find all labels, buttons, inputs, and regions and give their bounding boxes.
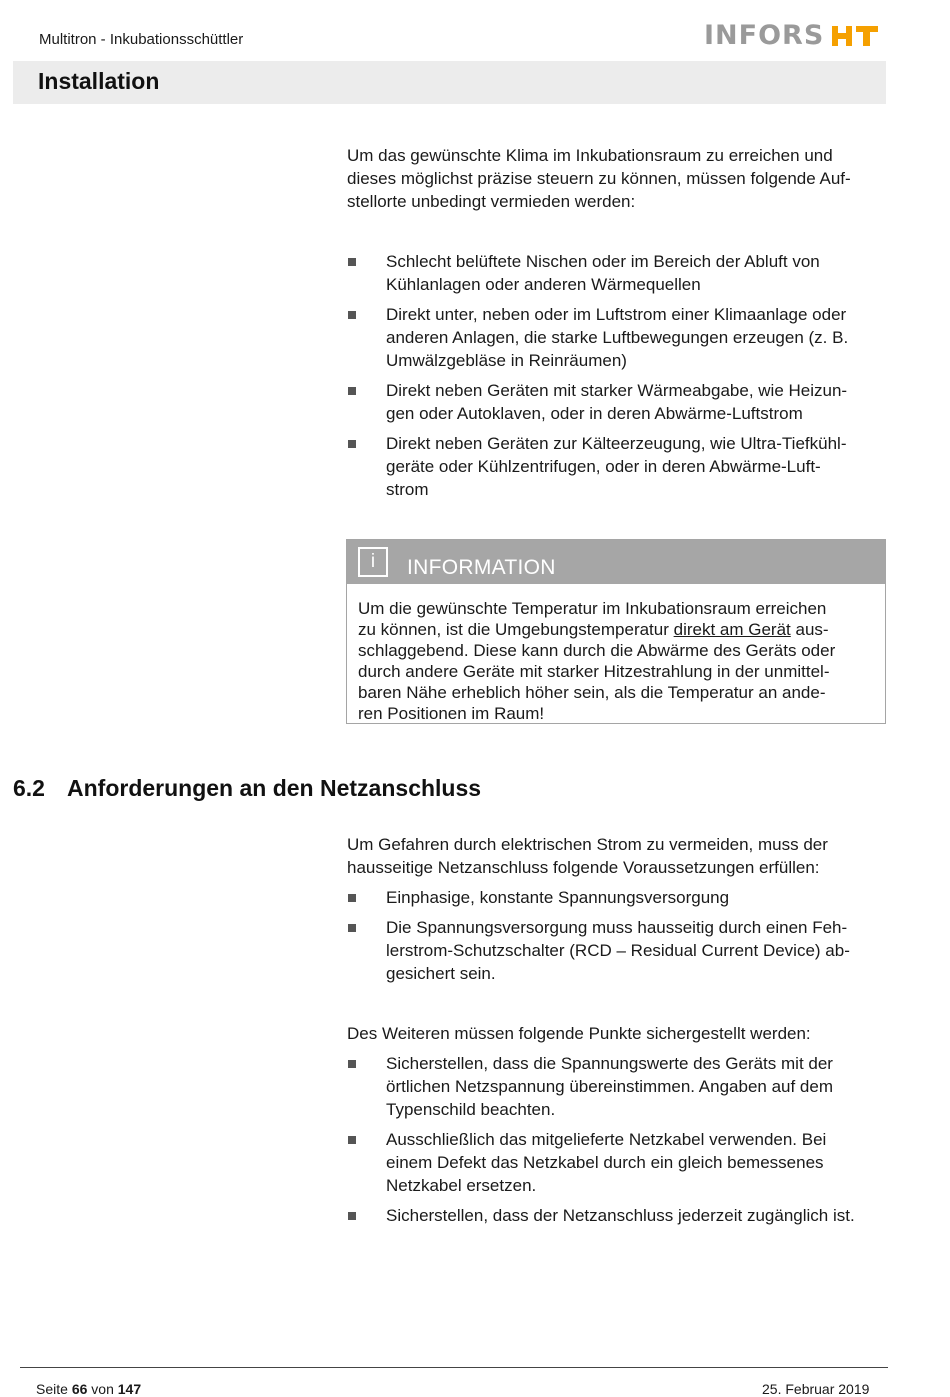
text-line: Netzkabel ersetzen. bbox=[386, 1176, 537, 1195]
square-bullet-icon bbox=[348, 440, 356, 448]
further-intro-paragraph: Des Weiteren müssen folgende Punkte sichergestellt werden: bbox=[347, 1024, 811, 1043]
square-bullet-icon bbox=[348, 1212, 356, 1220]
power-requirements-list bbox=[347, 886, 892, 992]
square-bullet-icon bbox=[348, 258, 356, 266]
information-text bbox=[358, 598, 878, 724]
text-line: Einphasige, konstante Spannungsversorgung bbox=[386, 888, 730, 907]
square-bullet-icon bbox=[348, 924, 356, 932]
list-item bbox=[347, 1052, 892, 1121]
text-line: Umwälzgebläse in Reinräumen) bbox=[386, 351, 627, 370]
text-line: ren Positionen im Raum! bbox=[358, 704, 545, 723]
page-total: 147 bbox=[117, 1381, 142, 1397]
text-line: gesichert sein. bbox=[386, 964, 496, 983]
emphasis-underline: direkt am Gerät bbox=[673, 620, 791, 639]
square-bullet-icon bbox=[348, 1060, 356, 1068]
text-line: Typenschild beachten. bbox=[386, 1100, 556, 1119]
text-line: dieses möglichst präzise steuern zu können, müssen folgende Auf- bbox=[347, 169, 851, 188]
list-item bbox=[347, 1204, 892, 1227]
text-line: Sicherstellen, dass der Netzanschluss jederzeit zugänglich ist. bbox=[386, 1206, 855, 1225]
text-line: strom bbox=[386, 480, 429, 499]
page-current: 66 bbox=[71, 1381, 88, 1397]
text-line: örtlichen Netzspannung übereinstimmen. Angaben auf dem bbox=[386, 1077, 834, 1096]
square-bullet-icon bbox=[348, 311, 356, 319]
list-item bbox=[347, 1128, 892, 1197]
footer-divider bbox=[20, 1367, 888, 1368]
square-bullet-icon bbox=[348, 894, 356, 902]
list-item bbox=[347, 916, 892, 985]
text-line: durch andere Geräte mit starker Hitzestrahlung in der unmittel- bbox=[358, 662, 830, 681]
text-line: Kühlanlagen oder anderen Wärmequellen bbox=[386, 275, 701, 294]
square-bullet-icon bbox=[348, 1136, 356, 1144]
text-line: Schlecht belüftete Nischen oder im Bereich der Abluft von bbox=[386, 252, 820, 271]
text-line: lerstrom-Schutzschalter (RCD – Residual Current Device) ab- bbox=[386, 941, 850, 960]
text-line bbox=[358, 619, 878, 640]
text-line: Sicherstellen, dass die Spannungswerte des Geräts mit der bbox=[386, 1054, 833, 1073]
text-segment: aus- bbox=[790, 620, 829, 639]
further-requirements-list bbox=[347, 1052, 892, 1234]
page-of: von bbox=[91, 1381, 114, 1397]
text-line: Direkt unter, neben oder im Luftstrom einer Klimaanlage oder bbox=[386, 305, 847, 324]
text-line: Um Gefahren durch elektrischen Strom zu vermeiden, muss der bbox=[347, 835, 828, 854]
text-line: stellorte unbedingt vermieden werden: bbox=[347, 192, 636, 211]
infors-ht-logo bbox=[704, 21, 880, 51]
text-line: Ausschließlich das mitgelieferte Netzkabel verwenden. Bei bbox=[386, 1130, 827, 1149]
list-item bbox=[347, 250, 892, 296]
section-title: Installation bbox=[38, 68, 160, 94]
square-bullet-icon bbox=[348, 387, 356, 395]
text-line: Die Spannungsversorgung muss hausseitig durch einen Feh- bbox=[386, 918, 848, 937]
list-item bbox=[347, 379, 892, 425]
text-line: Direkt neben Geräten zur Kälteerzeugung, wie Ultra-Tiefkühl- bbox=[386, 434, 847, 453]
document-title: Multitron - Inkubationsschüttler bbox=[39, 31, 244, 48]
text-segment: zu können, ist die Umgebungstemperatur bbox=[358, 620, 674, 639]
information-box-header bbox=[347, 540, 885, 584]
text-line: Um das gewünschte Klima im Inkubationsraum zu erreichen und bbox=[347, 146, 833, 165]
info-icon: i bbox=[358, 547, 388, 577]
text-line: anderen Anlagen, die starke Luftbewegungen erzeugen (z. B. bbox=[386, 328, 849, 347]
page-number bbox=[36, 1381, 141, 1397]
text-line: geräte oder Kühlzentrifugen, oder in deren Abwärme-Luft- bbox=[386, 457, 821, 476]
information-box bbox=[346, 539, 886, 724]
list-item bbox=[347, 432, 892, 501]
intro-paragraph bbox=[347, 144, 892, 213]
list-item bbox=[347, 303, 892, 372]
text-line: hausseitige Netzanschluss folgende Voraussetzungen erfüllen: bbox=[347, 858, 820, 877]
text-line: baren Nähe erheblich höher sein, als die Temperatur an ande- bbox=[358, 683, 826, 702]
section-header-bar bbox=[13, 61, 886, 104]
text-line: gen oder Autoklaven, oder in deren Abwärme-Luftstrom bbox=[386, 404, 803, 423]
ht-logo-mark bbox=[832, 24, 880, 48]
information-title: INFORMATION bbox=[407, 556, 556, 579]
list-item bbox=[347, 886, 892, 909]
section-heading-6-2 bbox=[13, 775, 481, 802]
power-intro-paragraph bbox=[347, 833, 892, 879]
logo-wordmark: INFORS bbox=[704, 20, 825, 51]
text-line: einem Defekt das Netzkabel durch ein gleich bemessenes bbox=[386, 1153, 824, 1172]
section-number: 6.2 bbox=[13, 775, 45, 801]
page-prefix: Seite bbox=[36, 1381, 68, 1397]
text-line: Um die gewünschte Temperatur im Inkubationsraum erreichen bbox=[358, 599, 827, 618]
avoid-location-list bbox=[347, 250, 892, 508]
section-heading-text: Anforderungen an den Netzanschluss bbox=[67, 775, 482, 801]
footer-date: 25. Februar 2019 bbox=[762, 1381, 870, 1397]
text-line: Direkt neben Geräten mit starker Wärmeabgabe, wie Heizun- bbox=[386, 381, 848, 400]
text-line: schlaggebend. Diese kann durch die Abwärme des Geräts oder bbox=[358, 641, 836, 660]
